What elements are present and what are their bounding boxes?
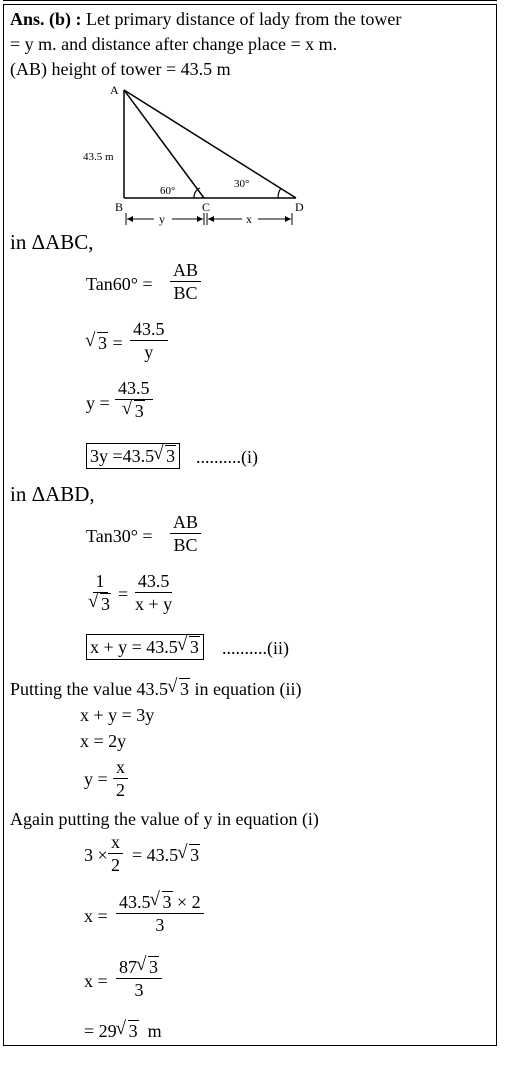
putting-value-line (10, 679, 301, 699)
abd-tan-fraction (170, 511, 201, 556)
label-a: A (110, 84, 119, 97)
sqrt-symbol (151, 891, 173, 913)
abc-eq3-num: 43.5 (115, 377, 153, 400)
put2-l2-num-rad: 3 (162, 892, 172, 912)
angle-arc-c (194, 188, 200, 198)
sqrt-symbol (178, 845, 200, 865)
answer-line-1 (10, 9, 401, 29)
abc-tan-den: BC (173, 283, 198, 303)
label-d: D (295, 200, 304, 214)
put2-line-2-fraction (116, 891, 204, 936)
angle-label-d: 30° (234, 178, 250, 190)
equation-tag-ii: ..........(ii) (222, 638, 289, 658)
put2-line-1-lhs: 3 × (84, 845, 108, 865)
put1-l3-den: 2 (116, 780, 125, 800)
abc-eq3-den (120, 400, 148, 422)
dim-y-label: y (159, 212, 165, 226)
tower-diagram (76, 84, 316, 235)
put2-l2-num-pre: 43.5 (119, 892, 151, 912)
boxed-i-rad: 3 (166, 446, 176, 466)
put2-l1-rhs-rad: 3 (190, 845, 200, 865)
abd-eq2-left-fraction (86, 570, 114, 615)
abd-eq2-rnum: 43.5 (135, 570, 173, 593)
boxed-equation-i (86, 443, 180, 469)
abd-eq2-num: 1 (93, 570, 108, 593)
dim-y-arrowhead-right (197, 216, 203, 222)
sqrt-symbol (178, 636, 200, 658)
put1-line-2: x = 2y (80, 731, 127, 751)
dim-x-label: x (246, 212, 252, 226)
sqrt-symbol (154, 445, 176, 467)
abd-tan-num: AB (170, 511, 201, 534)
put2-l3-num-rad: 3 (149, 957, 158, 977)
heading-abd: in ΔABD, (10, 482, 95, 506)
dim-y-arrowhead-left (127, 216, 133, 222)
sqrt-symbol (89, 593, 111, 615)
put2-line-3-lhs: x = (84, 971, 108, 991)
angle-label-c: 60° (160, 185, 176, 197)
abc-eq2-num: 43.5 (130, 318, 168, 341)
abc-eq3-fraction (115, 377, 153, 422)
line-ac (124, 90, 204, 198)
boxed-i-pre: 3y =43.5 (90, 446, 155, 466)
again-putting-line: Again putting the value of y in equation (i) (10, 809, 319, 829)
boxed-equation-ii (86, 634, 204, 660)
abc-tan-fraction (170, 259, 201, 304)
sqrt-symbol (137, 956, 159, 978)
dim-x-arrowhead-left (208, 216, 214, 222)
abd-eq2-rden: x + y (135, 594, 173, 614)
put2-l3-num (116, 956, 162, 979)
abd-tan-den: BC (173, 535, 198, 555)
put2-line-1-fraction (108, 831, 123, 876)
put1-text-b: in equation (ii) (189, 679, 302, 699)
sqrt-symbol (168, 679, 190, 699)
final-answer (84, 1021, 162, 1041)
equation-tag-i: ..........(i) (196, 447, 258, 467)
intro-text-3: (AB) height of tower = 43.5 m (10, 59, 231, 79)
abc-eq2-lhs-rad: 3 (98, 333, 107, 353)
abc-tan-num: AB (170, 259, 201, 282)
abc-eq2-fraction (130, 318, 168, 363)
label-c: C (202, 200, 211, 214)
put2-line-3-fraction (116, 956, 162, 1001)
dim-x-arrowhead-right (285, 216, 291, 222)
abd-tan-lhs: Tan30° = (86, 526, 153, 546)
put2-line-2-lhs: x = (84, 906, 108, 926)
boxed-ii-pre: x + y = 43.5 (90, 637, 178, 657)
abc-eq2-eq: = (112, 333, 123, 353)
put1-text-a: Putting the value 43.5 (10, 679, 168, 699)
heading-abc: in ΔABC, (10, 230, 94, 254)
abd-eq2-eq: = (118, 584, 129, 604)
abd-eq2-den (86, 593, 114, 615)
abc-eq3-lhs: y = (86, 393, 110, 413)
put2-l1-num: x (108, 831, 123, 854)
put2-l2-num-post: × 2 (172, 892, 201, 912)
sqrt-symbol (123, 400, 145, 422)
abc-eq3-den-rad: 3 (134, 401, 144, 421)
final-rad: 3 (128, 1021, 138, 1041)
answer-label: Ans. (b) : (10, 9, 82, 29)
put2-l3-den: 3 (134, 980, 144, 1000)
put1-line-1: x + y = 3y (80, 705, 155, 725)
intro-text-2: = y m. and distance after change place = x m. (10, 34, 338, 54)
intro-text-1: Let primary distance of lady from the tower (86, 9, 402, 29)
put2-l2-den: 3 (155, 915, 165, 935)
height-label: 43.5 m (83, 151, 114, 163)
abc-eq2-den: y (144, 342, 154, 362)
put1-l3-num: x (113, 756, 128, 779)
put1-line-3-lhs: y = (84, 769, 108, 789)
line-ad (124, 90, 296, 198)
put1-text-rad: 3 (179, 679, 189, 699)
final-post: m (138, 1021, 162, 1041)
put1-line-3-fraction (113, 756, 128, 801)
abc-eq2-lhs (86, 333, 123, 353)
put2-l3-num-pre: 87 (119, 957, 137, 977)
put2-l1-rhs-pre: = 43.5 (132, 845, 179, 865)
sqrt-symbol (117, 1021, 139, 1041)
abd-eq2-right-fraction (132, 570, 175, 615)
sqrt-symbol (86, 333, 108, 353)
label-b: B (115, 200, 124, 214)
angle-arc-d (278, 188, 281, 198)
abc-tan-lhs: Tan60° = (86, 274, 153, 294)
boxed-ii-rad: 3 (189, 637, 199, 657)
abd-eq2-den-rad: 3 (101, 594, 110, 614)
final-pre: = 29 (84, 1021, 117, 1041)
put2-l2-num (116, 891, 204, 914)
put2-l1-den: 2 (111, 855, 120, 875)
put2-line-1-rhs (132, 845, 200, 865)
